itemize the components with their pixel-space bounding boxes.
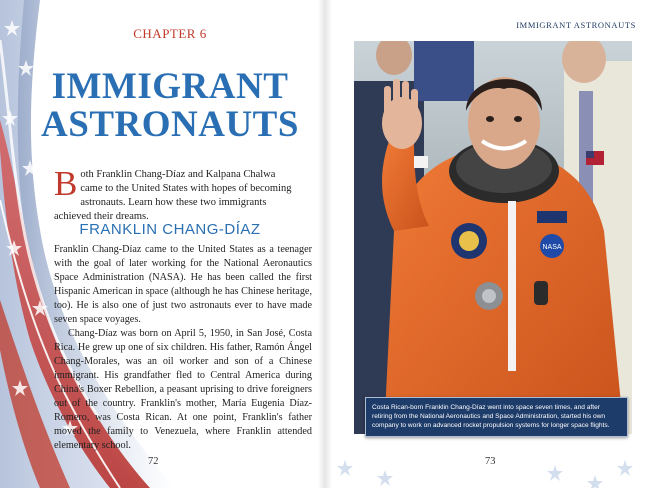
running-head: IMMIGRANT ASTRONAUTS xyxy=(516,20,636,30)
book-gutter xyxy=(318,0,332,488)
section-heading: FRANKLIN CHANG-DÍAZ xyxy=(79,221,261,238)
photo-caption: Costa Rican-born Franklin Chang-Díaz went into space seven times, and after retiring from the National Aeronautics and Space Administration, started his own company to work on advanced rocket propulsion systems for longer space flights. xyxy=(365,397,628,437)
chapter-label: CHAPTER 6 xyxy=(133,26,207,41)
body-text xyxy=(54,243,312,453)
right-page xyxy=(325,0,650,488)
chapter-title-line1: IMMIGRANT xyxy=(51,66,289,107)
body-paragraph-1: Franklin Chang-Díaz came to the United States as a teenager with the goal of later working for the National Aeronautics Space Administration (NASA). He has been called the first Hispanic American in space (although he has Chinese heritage, too). He is also one of just two astronauts ever to have made seven space voyages. xyxy=(54,244,312,325)
astronaut-photo xyxy=(354,41,632,434)
body-paragraph-2: Chang-Díaz was born on April 5, 1950, in San José, Costa Rica. He grew up one of six children. His father, Ramón Ángel Chang-Morales, was an oil worker and son of a Chinese immigrant. His grandfather fled to Central America during China's Boxer Rebellion, a peasant uprising to drive foreigners out of the country. Franklin's mother, María Eugenia Díaz-Romero, was Costa Rican. At one point, Franklin's father moved the family to Venezuela, where Franklin attended elementary school. xyxy=(54,328,312,451)
chapter-title xyxy=(40,68,300,144)
page-number-left: 72 xyxy=(148,456,159,467)
intro-paragraph xyxy=(54,164,292,224)
svg-text:NASA: NASA xyxy=(542,244,562,251)
chapter-title-line2: ASTRONAUTS xyxy=(41,104,299,145)
astronaut-illustration xyxy=(354,41,632,434)
drop-cap: B xyxy=(54,164,78,203)
page-number-right: 73 xyxy=(485,456,496,467)
intro-text: oth Franklin Chang-Díaz and Kalpana Chalwa came to the United States with hopes of becoming astronauts. Learn how these two immigrants achieved their dreams. xyxy=(54,169,292,222)
